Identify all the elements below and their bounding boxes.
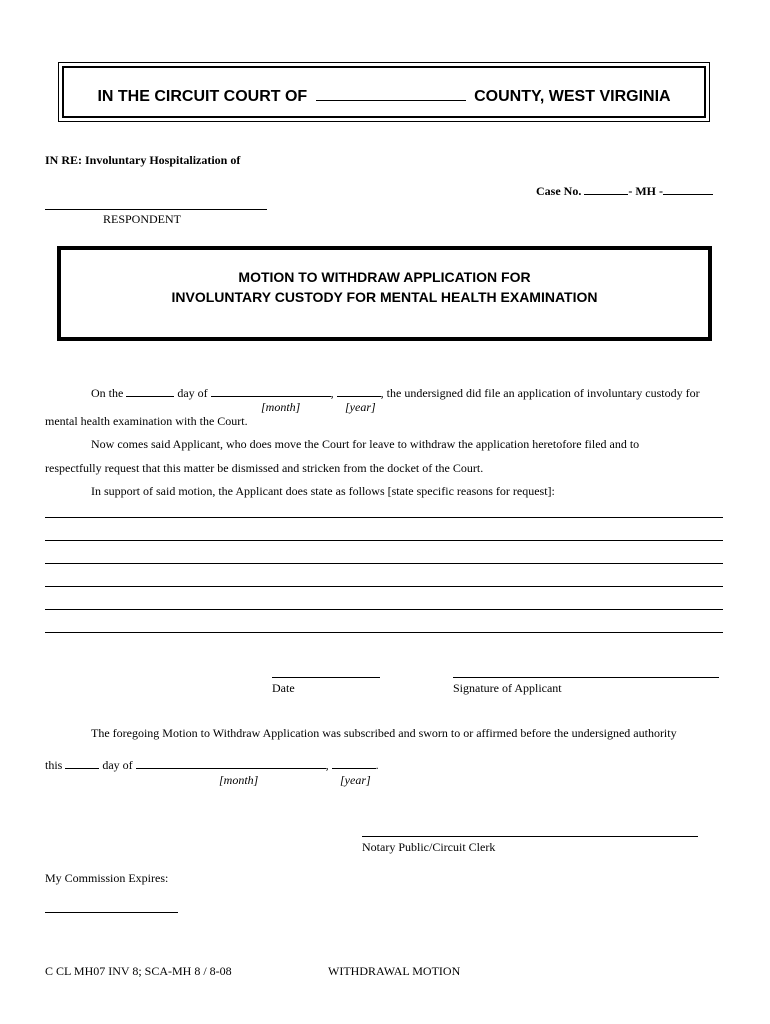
case-number (536, 183, 713, 199)
on-the-text: On the (91, 386, 124, 400)
form-code: C CL MH07 INV 8; SCA-MH 8 / 8-08 (45, 964, 232, 978)
court-header-suffix: COUNTY, WEST VIRGINIA (474, 88, 671, 105)
respondent-label: RESPONDENT (103, 212, 182, 226)
filing-month-hint: [month] (261, 400, 301, 414)
case-no-blank-1[interactable] (584, 183, 628, 195)
this-text: this (45, 758, 63, 772)
sworn-year-hint: [year] (340, 773, 371, 787)
filing-comma: , (330, 386, 334, 400)
motion-title-box (57, 246, 712, 341)
reason-line[interactable] (45, 586, 723, 587)
notary-label: Notary Public/Circuit Clerk (362, 840, 496, 854)
case-no-mid: - MH - (628, 184, 663, 198)
support-paragraph: In support of said motion, the Applicant does state as follows [state specific reasons for request]: (91, 484, 555, 498)
sworn-month-blank[interactable] (136, 757, 326, 769)
case-no-blank-2[interactable] (663, 183, 713, 195)
filing-day-blank[interactable] (126, 385, 174, 397)
sworn-date-line (45, 757, 379, 773)
filing-year-blank[interactable] (337, 385, 381, 397)
county-blank[interactable] (316, 86, 466, 101)
sworn-comma: , (325, 758, 329, 772)
motion-paragraph-line2: respectfully request that this matter be dismissed and stricken from the docket of the Court. (45, 461, 484, 475)
notary-signature-line[interactable] (362, 836, 698, 837)
applicant-signature-label: Signature of Applicant (453, 681, 562, 695)
filing-year-hint: [year] (345, 400, 376, 414)
court-header-prefix: IN THE CIRCUIT COURT OF (97, 88, 308, 105)
sworn-statement: The foregoing Motion to Withdraw Application was subscribed and sworn to or affirmed before the undersigned authority (91, 726, 677, 740)
commission-expires-label: My Commission Expires: (45, 871, 169, 885)
sworn-period: . (375, 758, 379, 772)
case-no-label: Case No. (536, 184, 582, 198)
in-re-label: IN RE: Involuntary Hospitalization of (45, 153, 241, 167)
court-header (64, 86, 704, 106)
sworn-day-of-text: day of (102, 758, 133, 772)
filing-sentence (91, 385, 700, 401)
form-name: WITHDRAWAL MOTION (328, 964, 461, 978)
motion-paragraph-line1: Now comes said Applicant, who does move the Court for leave to withdraw the application heretofore filed and to (91, 437, 640, 451)
date-label: Date (272, 681, 295, 695)
reason-line[interactable] (45, 563, 723, 564)
filing-rest-text: , the undersigned did file an application of involuntary custody for (380, 386, 700, 400)
commission-expires-line[interactable] (45, 912, 178, 913)
sworn-month-hint: [month] (219, 773, 259, 787)
motion-title-line2: INVOLUNTARY CUSTODY FOR MENTAL HEALTH EXAMINATION (171, 289, 598, 305)
respondent-name-line[interactable] (45, 209, 267, 210)
day-of-text: day of (177, 386, 208, 400)
sworn-year-blank[interactable] (332, 757, 376, 769)
filing-month-blank[interactable] (211, 385, 331, 397)
reason-line[interactable] (45, 517, 723, 518)
reason-line[interactable] (45, 609, 723, 610)
applicant-signature-line[interactable] (453, 677, 719, 678)
filing-sentence-line2: mental health examination with the Court. (45, 414, 248, 428)
motion-title-line1: MOTION TO WITHDRAW APPLICATION FOR (238, 269, 531, 285)
court-header-inner-border (62, 66, 706, 118)
date-signature-line[interactable] (272, 677, 380, 678)
motion-title (61, 267, 708, 307)
reason-line[interactable] (45, 632, 723, 633)
court-header-box (58, 62, 710, 122)
sworn-day-blank[interactable] (65, 757, 99, 769)
reason-line[interactable] (45, 540, 723, 541)
